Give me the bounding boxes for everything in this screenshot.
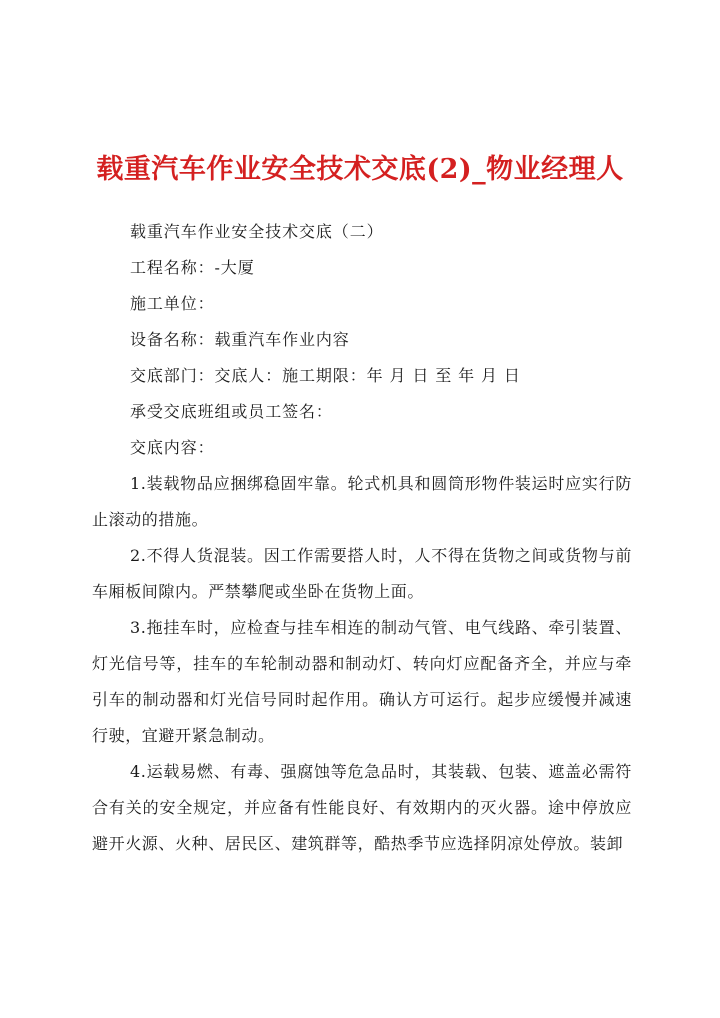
- equipment-name-line: 设备名称：载重汽车作业内容: [130, 330, 350, 349]
- project-name-line: 工程名称：-大厦: [130, 258, 255, 277]
- subtitle-line: 载重汽车作业安全技术交底（二）: [130, 222, 384, 241]
- content-item-4: 4.运载易燃、有毒、强腐蚀等危急品时，其装载、包装、遮盖必需符合有关的安全规定，并应备有性能良好、有效期内的灭火器。途中停放应避开火源、火种、居民区、建筑群等，酷热季节应选择阴凉处停放。装卸: [92, 762, 632, 853]
- content-item-3: 3.拖挂车时，应检查与挂车相连的制动气管、电气线路、牵引装置、灯光信号等，挂车的车轮制动器和制动灯、转向灯应配备齐全，并应与牵引车的制动器和灯光信号同时起作用。确认方可运行。起步应缓慢并减速行驶，宜避开紧急制动。: [92, 618, 632, 745]
- document-title: 载重汽车作业安全技术交底(2)_物业经理人: [96, 154, 624, 185]
- signature-line: 承受交底班组或员工签名：: [130, 402, 333, 421]
- handover-info-line: 交底部门：交底人：施工期限：年 月 日 至 年 月 日: [130, 366, 521, 385]
- construction-unit-line: 施工单位：: [130, 294, 215, 313]
- handover-content-label: 交底内容：: [130, 438, 215, 457]
- content-item-2: 2.不得人货混装。因工作需要搭人时，人不得在货物之间或货物与前车厢板间隙内。严禁攀爬或坐卧在货物上面。: [92, 546, 632, 601]
- document-body: [92, 214, 632, 862]
- content-item-1: 1.装载物品应捆绑稳固牢靠。轮式机具和圆筒形物件装运时应实行防止滚动的措施。: [92, 474, 632, 529]
